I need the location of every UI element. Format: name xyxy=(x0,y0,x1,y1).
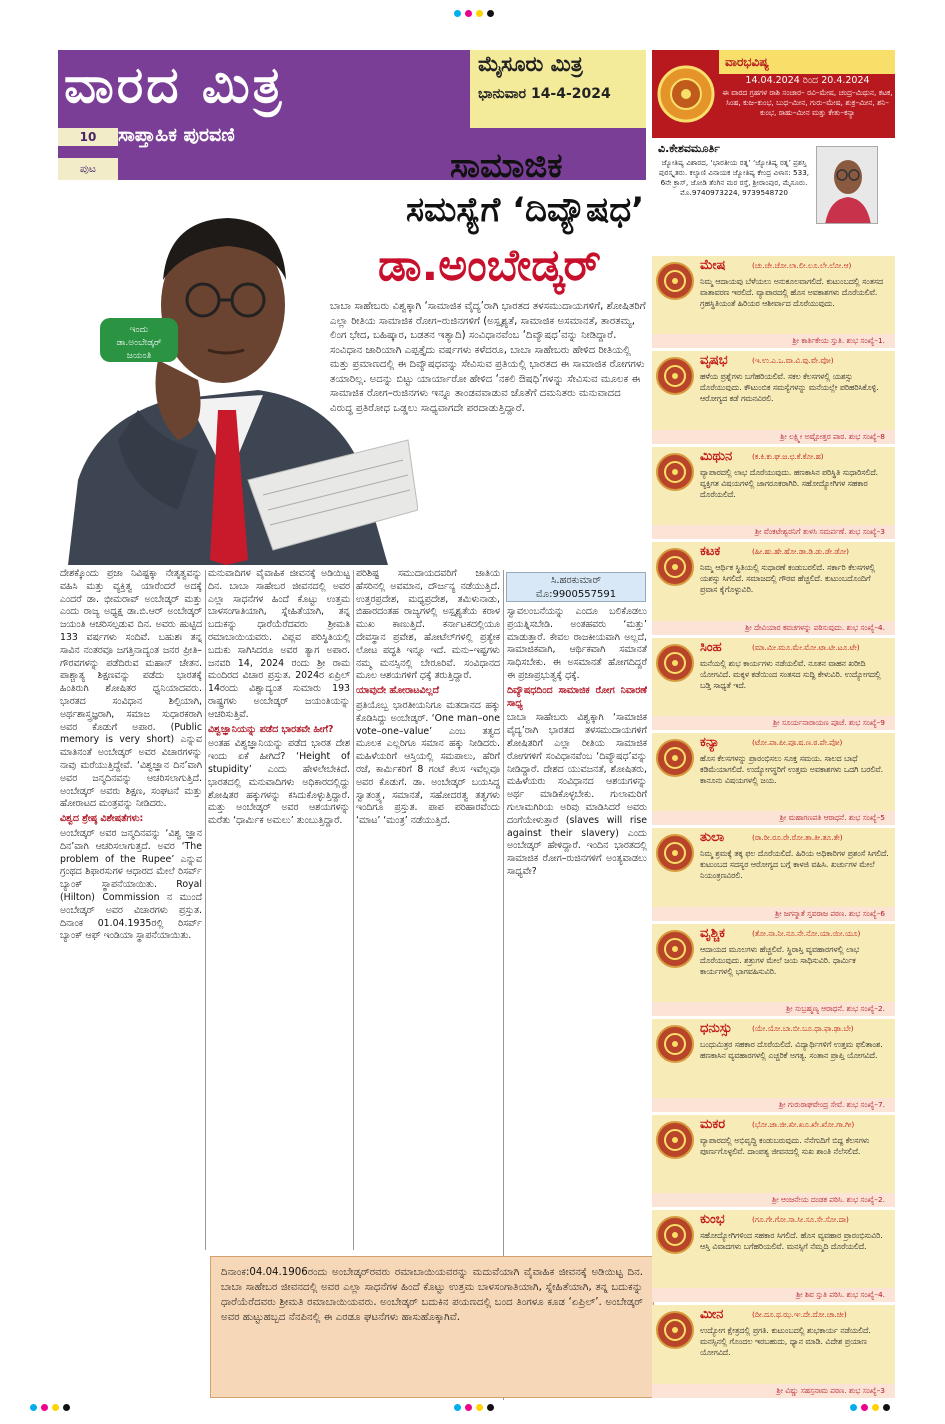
zodiac-symbol-icon xyxy=(656,1121,694,1159)
zodiac-sign-block xyxy=(652,1019,895,1111)
sign-name: ವೃಶ್ಚಿಕ xyxy=(700,925,725,941)
sign-letters: (ರಾ.ರೀ.ರೂ.ರೇ.ರೋ.ತಾ.ತೀ.ತೂ.ತೇ) xyxy=(752,833,843,843)
column-divider xyxy=(353,570,354,1250)
zodiac-sign-block xyxy=(652,828,895,920)
astrologer-photo xyxy=(816,146,878,224)
zodiac-sign-block xyxy=(652,542,895,634)
sign-prediction: ಉದ್ಯೋಗ ಕ್ಷೇತ್ರದಲ್ಲಿ ಪ್ರಗತಿ. ಕುಟುಂಬದಲ್ಲಿ ಶುಭಕಾರ್ಯ ನಡೆಯಲಿದೆ. ಮನಸ್ಸಿನಲ್ಲಿ ಗೊಂದಲ ಇರಬಹುದು, ಧ್ಯಾನ ಮಾಡಿ. ವಿದೇಶ ಪ್ರಯಾಣ ಯೋಗವಿದೆ. xyxy=(700,1326,871,1358)
sign-prediction: ನಿಮ್ಮ ಶ್ರಮಕ್ಕೆ ತಕ್ಕ ಫಲ ದೊರೆಯಲಿದೆ. ಹಿರಿಯ ಅಧಿಕಾರಿಗಳ ಪ್ರಶಂಸೆ ಸಿಗಲಿದೆ. ಕುಟುಂಬದ ಸದಸ್ಯರ ಆರೋಗ್ಯದ ಬಗ್ಗೆ ಕಾಳಜಿ ವಹಿಸಿ. ಖರ್ಚುಗಳ ಮೇಲೆ ನಿಯಂತ್ರಣವಿರಲಿ. xyxy=(700,849,889,881)
registration-dots-bottom xyxy=(454,1404,494,1411)
sign-remedy: ಶ್ರೀ ಆಂಜನೇಯ ದಂಡಕ ಪಠಿಸಿ. ಶುಭ ಸಂಖ್ಯೆ–2. xyxy=(652,1193,895,1207)
planet-transit-text: ಈ ವಾರದ ಗ್ರಹಗಳ ರಾಶಿ ಸಂಚಾರ– ರವಿ–ಮೇಷ, ಚಂದ್ರ–ಮಿಥುನ, ಕಟಕ, ಸಿಂಹ, ಕುಜ–ಕುಂಭ, ಬುಧ–ಮೀನ, ಗುರು–ಮೇಷ, ಶುಕ್ರ–ಮೀನ, ಶನಿ–ಕುಂಭ, ರಾಹು–ಮೀನ ಮತ್ತು ಕೇತು–ಕನ್ಯಾ xyxy=(722,88,893,117)
column-3-text: ಪರಿಶಿಷ್ಟ ಸಮುದಾಯದವರಿಗೆ ಜಾತಿಯ ಹೆಸರಿನಲ್ಲಿ ಅವಮಾನ, ದೌರ್ಜನ್ಯ ನಡೆಯುತ್ತಿದೆ. ಉತ್ತರಪ್ರದೇಶ, ಮಧ್ಯಪ್ರದೇಶ, ತಮಿಳುನಾಡು, ಬಿಹಾರದಂತಹ ರಾಜ್ಯಗಳಲ್ಲಿ ಅಸ್ಪೃಶ್ಯತೆಯ ಕರಾಳ ಮುಖ ಕಾಣುತ್ತಿದೆ. ಕರ್ನಾಟಕದಲ್ಲಿಯೂ ದೇವಸ್ಥಾನ ಪ್ರವೇಶ, ಹೋಟೆಲ್‌ಗಳಲ್ಲಿ ಪ್ರತ್ಯೇಕ ಲೋಟ ಪದ್ಧತಿ ಇನ್ನೂ ಇದೆ. ಮನು–ಇಷ್ಟಗಳು ನಮ್ಮ ಮನಸ್ಸಿನಲ್ಲಿ ಬೇರೂರಿವೆ. ಸಂವಿಧಾನದ ಮೂಲ ಆಶಯಗಳಿಗೆ ಧಕ್ಕೆ ತರುತ್ತಿದ್ದಾರೆ. xyxy=(356,568,500,682)
sign-remedy: ಶ್ರೀ ಲಕ್ಷ್ಮೀ ಅಷ್ಟೋತ್ತರ ಪಾಠ. ಶುಭ ಸಂಖ್ಯೆ–8 xyxy=(652,430,895,444)
paper-name: ಮೈಸೂರು ಮಿತ್ರ xyxy=(478,52,583,76)
zodiac-sign-block xyxy=(652,1305,895,1397)
masthead-title: ವಾರದ ಮಿತ್ರ xyxy=(64,56,285,114)
column-1-text: ದೇಶಕ್ಕೊಂದು ಪ್ರಜಾ ನಿವಿಷ್ಟಕ್ಕಾ ನೇತೃತ್ವವನ್ನು ವಹಿಸಿ ಮತ್ತು ವ್ಯಕ್ತಿತ್ವ ಯಾರೆಂದರೆ ಅದಕ್ಕೆ ಎಂದರೆ ಡಾ. ಭೀಮರಾವ್ ಅಂಬೇಡ್ಕರ್ ಮತ್ತು ಎಂದು ರಾಜ್ಯ ಅಧ್ಯಕ್ಷ ಡಾ.ಬಿ.ಆರ್ ಅಂಬೇಡ್ಕರ್ ಜಯಂತಿ ಆಚರಿಸಲ್ಪಡುವ ದಿನ. ಅವರು ಹುಟ್ಟಿದ 133 ವರ್ಷಗಳು ಸಂದಿವೆ. ಬಹುಶಃ ತನ್ನ ಸಾವಿನ ನಂತರವೂ ಜಗತ್ತಿನಾದ್ಯಂತ ಜನರ ಪ್ರೀತಿ–ಗೌರವಗಳನ್ನು ಪಡೆದಿರುವ ಮಹಾನ್ ಚೇತನ. ಪಾಶ್ಚಾತ್ಯ ಶಿಕ್ಷಣವನ್ನು ಪಡೆದು ಭಾರತಕ್ಕೆ ಹಿಂತಿರುಗಿ ಶೋಷಿತರ ಧ್ವನಿಯಾದವರು. ಭಾರತದ ಸಂವಿಧಾನ ಶಿಲ್ಪಿಯಾಗಿ, ಅರ್ಥಶಾಸ್ತ್ರಜ್ಞರಾಗಿ, ಸಮಾಜ ಸುಧಾರಕರಾಗಿ ಅವರ ಕೊಡುಗೆ ಅಪಾರ. (Public memory is very short) ಎನ್ನುವ ಮಾತಿನಂತೆ ಅಂಬೇಡ್ಕರ್ ಅವರ ವಿಚಾರಗಳನ್ನು ನಾವು ಮರೆಯುತ್ತಿದ್ದೇವೆ. ‘ವಿಶ್ವಜ್ಞಾನ ದಿನ’ವಾಗಿ ಅವರ ಜನ್ಮದಿನವನ್ನು ಆಚರಿಸಲಾಗುತ್ತಿದೆ. ಅಂಬೇಡ್ಕರ್ ಅವರು ಶಿಕ್ಷಣ, ಸಂಘಟನೆ ಮತ್ತು ಹೋರಾಟದ ಮಂತ್ರವನ್ನು ನೀಡಿದರು. xyxy=(60,568,202,810)
author-box xyxy=(506,572,646,602)
sign-name: ವೃಷಭ xyxy=(700,353,728,369)
sign-name: ಮೇಷ xyxy=(700,258,726,273)
column-2-text: ಮನುವಾದಿಗಳ ವೈವಾಹಿಕ ಜೀವನಕ್ಕೆ ಅಡಿಯಿಟ್ಟ ದಿನ. ಬಾಬಾ ಸಾಹೇಬರ ಜೀವನದಲ್ಲಿ ಅವರ ಎಲ್ಲಾ ಸಾಧನೆಗಳ ಹಿಂದೆ ಕೊಟ್ಟು ಉತ್ತಮ ಬಾಳಸಂಗಾತಿಯಾಗಿ, ಸ್ನೇಹಿತೆಯಾಗಿ, ತನ್ನ ಬದುಕನ್ನು ಧಾರೆಯೆರೆದವರು ಶ್ರೀಮತಿ ರಮಾಬಾಯಿಯವರು. ವಿಪ್ಲವ ಪರಿಸ್ಥಿತಿಯಲ್ಲಿ ಬದುಕು ಸಾಗಿಸಿದರೂ ಅವರ ತ್ಯಾಗ ಅಪಾರ. ಜನವರಿ 14, 2024 ರಂದು ಶ್ರೀ ರಾಮ ಮಂದಿರದ ವಿಚಾರ ಪ್ರಸ್ತುತ. 2024ರ ಏಪ್ರಿಲ್ 14ರಂದು ವಿಶ್ವಾದ್ಯಂತ ಸುಮಾರು 193 ರಾಷ್ಟ್ರಗಳು ಅಂಬೇಡ್ಕರ್ ಜಯಂತಿಯನ್ನು ಆಚರಿಸುತ್ತಿವೆ. xyxy=(208,568,350,720)
column-4-text-2: ಬಾಬಾ ಸಾಹೇಬರು ವಿಶ್ವಕ್ಕಾಗಿ ‘ಸಾಮಾಜಿಕ ವೈದ್ಯ’ರಾಗಿ ಭಾರತದ ತಳಸಮುದಾಯಗಳಿಗೆ ಶೋಷಿತರಿಗೆ ಎಲ್ಲಾ ರೀತಿಯ ಸಾಮಾಜಿಕ ರೋಗಗಳಿಗೆ ಸಂವಿಧಾನವೆಂಬ ‘ದಿವ್ಯೌಷಧ’ವನ್ನು ನೀಡಿದ್ದಾರೆ. ದೇಶದ ಯುವಜನತೆ, ಶೋಷಿತರು, ಮಹಿಳೆಯರು ಸಂವಿಧಾನದ ಆಶಯಗಳನ್ನು ಅರ್ಥ ಮಾಡಿಕೊಳ್ಳಬೇಕು. ಗುಲಾಮರಿಗೆ ಗುಲಾಮಗಿರಿಯ ಅರಿವು ಮಾಡಿಸಿದರೆ ಅವರು ದಂಗೆಯೇಳುತ್ತಾರೆ (slaves will rise against their slavery) ಎಂದು ಅಂಬೇಡ್ಕರ್ ಹೇಳಿದ್ದಾರೆ. ಇಂದಿನ ಭಾರತದಲ್ಲಿ ಸಾಮಾಜಿಕ ರೋಗ–ರುಜಿನಗಳಿಗೆ ಅಂತ್ಯವಾಡಲು ಸಾಧ್ಯವೇ? xyxy=(507,712,647,877)
sign-remedy: ಶ್ರೀ ಮಹಾಗಣಪತಿ ಆರಾಧನೆ. ಶುಭ ಸಂಖ್ಯೆ–5 xyxy=(652,811,895,825)
sign-name: ಮಿಥುನ xyxy=(700,448,733,464)
sign-name: ಮಕರ xyxy=(700,1116,726,1132)
sign-prediction: ನಿಮ್ಮ ಆದಾಯವು ಬೆಳೆಯಲು ಅನುಕೂಲವಾಗಲಿದೆ. ಕುಟುಂಬದಲ್ಲಿ ಸಂತಸದ ವಾತಾವರಣ ಇರಲಿದೆ. ವ್ಯಾಪಾರದಲ್ಲಿ ಹೊಸ ಅವಕಾಶಗಳು ದೊರೆಯಲಿವೆ. ಗ್ರಹಸ್ಥಿತಿಯಂತೆ ಹಿರಿಯರ ಆಶೀರ್ವಾದ ದೊರೆಯುವುದು. xyxy=(700,277,884,308)
sign-prediction: ನಿಮ್ಮ ಆರ್ಥಿಕ ಸ್ಥಿತಿಯಲ್ಲಿ ಸುಧಾರಣೆ ಕಂಡುಬರಲಿದೆ. ಸರ್ಕಾರಿ ಕೆಲಸಗಳಲ್ಲಿ ಯಶಸ್ಸು ಸಿಗಲಿದೆ. ಸಮಾಜದಲ್ಲಿ ಗೌರವ ಹೆಚ್ಚಲಿದೆ. ಕುಟುಂಬದೊಂದಿಗೆ ಪ್ರವಾಸ ಕೈಗೊಳ್ಳುವಿರಿ. xyxy=(700,563,876,595)
column-1-text-2: ಅಂಬೇಡ್ಕರ್ ಅವರ ಜನ್ಮದಿನವನ್ನು ‘ವಿಶ್ವ ಜ್ಞಾನ ದಿನ’ವಾಗಿ ಆಚರಿಸಲಾಗುತ್ತದೆ. ಅವರ ‘The problem of the Rupee’ ಎನ್ನುವ ಗ್ರಂಥದ ಶಿಫಾರಸುಗಳ ಆಧಾರದ ಮೇಲೆ ರಿಸರ್ವ್ ಬ್ಯಾಂಕ್ ಸ್ಥಾಪನೆಯಾಯಿತು. Royal (Hilton) Commission ನ ಮುಂದೆ ಅಂಬೇಡ್ಕರ್ ಅವರ ವಿಚಾರಗಳು ಪ್ರಸ್ತುತ. ದಿನಾಂಕ 01.04.1935ರಲ್ಲಿ ರಿಸರ್ವ್ ಬ್ಯಾಂಕ್ ಆಫ್ ಇಂಡಿಯಾ ಸ್ಥಾಪನೆಯಾಯಿತು. xyxy=(60,827,202,942)
column-2-subheading: ವಿಶ್ವಜ್ಞಾನಿಯನ್ನು ಪಡೆದ ಭಾರತವೇ ಹೀಗೆ? xyxy=(208,723,334,735)
issue-date: ಭಾನುವಾರ 14-4-2024 xyxy=(478,86,611,102)
sign-name: ಕುಂಭ xyxy=(700,1212,725,1227)
sign-letters: (ದೀ.ದೂ.ಥ.ಝ.ಞ.ದೇ.ದೋ.ಚಾ.ಚೀ) xyxy=(752,1310,847,1320)
jayanti-badge xyxy=(100,318,178,362)
zodiac-symbol-icon xyxy=(656,834,694,872)
zodiac-sign-block xyxy=(652,924,895,1016)
sign-remedy: ಶ್ರೀ ಶಿವ ಸ್ತುತಿ ಪಠಿಸಿ. ಶುಭ ಸಂಖ್ಯೆ–4. xyxy=(652,1288,895,1302)
sign-remedy: ಶ್ರೀ ಗುರುರಾಘವೇಂದ್ರ ಸೇವೆ. ಶುಭ ಸಂಖ್ಯೆ–7. xyxy=(652,1098,895,1112)
sign-remedy: ಶ್ರೀ ಕಾರ್ತಿಕೇಯ ಸ್ತುತಿ. ಶುಭ ಸಂಖ್ಯೆ–1. xyxy=(652,334,895,348)
sign-name: ತುಲಾ xyxy=(700,830,725,846)
zodiac-symbol-icon xyxy=(656,1025,694,1063)
zodiac-sign-block xyxy=(652,256,895,348)
registration-dots-right xyxy=(850,1404,890,1411)
column-2-text-2: ಅಂತಹ ವಿಶ್ವಜ್ಞಾನಿಯನ್ನು ಪಡೆದ ಭಾರತ ದೇಶ ಇಂದು ಏಕೆ ಹೀಗಿದೆ? ‘Height of stupidity’ ಎಂದು ಹೇಳಲೇಬೇಕಿದೆ. ಭಾರತದಲ್ಲಿ ಮನುವಾದಿಗಳು ಅಧಿಕಾರದಲ್ಲಿದ್ದು ಶೋಷಿತರ ಹಕ್ಕುಗಳನ್ನು ಕಸಿದುಕೊಳ್ಳುತ್ತಿದ್ದಾರೆ. ಮತ್ತು ಅಂಬೇಡ್ಕರ್ ಅವರ ಆಶಯಗಳನ್ನು ಮರೆತು ‘ಧಾರ್ಮಿಕ ಅಮಲು’ ತುಂಬುತ್ತಿದ್ದಾರೆ. xyxy=(208,738,350,827)
sign-remedy: ಶ್ರೀ ವಿಷ್ಣು ಸಹಸ್ರನಾಮ ಪಠಣ. ಶುಭ ಸಂಖ್ಯೆ–3 xyxy=(652,1384,895,1398)
zodiac-wheel-icon xyxy=(656,54,716,134)
sign-name: ಮೀನ xyxy=(700,1307,724,1323)
horoscope-dates: 14.04.2024 ರಿಂದ 20.4.2024 xyxy=(745,75,870,86)
sign-prediction: ಬಂಧುಮಿತ್ರರ ಸಹಕಾರ ದೊರೆಯಲಿದೆ. ವಿದ್ಯಾರ್ಥಿಗಳಿಗೆ ಉತ್ತಮ ಫಲಿತಾಂಶ. ಹಣಕಾಸಿನ ವ್ಯವಹಾರಗಳಲ್ಲಿ ಎಚ್ಚರಿಕೆ ಅಗತ್ಯ. ಸಂತಾನ ಪ್ರಾಪ್ತಿ ಯೋಗವಿದೆ. xyxy=(700,1040,883,1061)
horoscope-label: ವಾರಭವಿಷ್ಯ xyxy=(719,50,895,74)
astrologer-info: ಜ್ಯೋತಿಷ್ಯ ವಿಶಾರದ, ‘ಭಾರತೀಯ ರತ್ನ’ ‘ಜ್ಯೋತಿಷ್ಯ ರತ್ನ’ ಪ್ರಶಸ್ತಿ ಪುರಸ್ಕೃತರು. ಕಲ್ಯಾಣಿ ವಿನಾಯಕ ಜ್ಯೋತಿಷ್ಯ ಕೇಂದ್ರ ವಿಳಾಸ: 533, 6ನೇ ಕ್ರಾಸ್, ಜೋಡಿ ತೆಂಗಿನ ಮರ ರಸ್ತೆ, ಶ್ರೀರಾಂಪುರ, ಮೈಸೂರು. ಮೊ.9740973224, 9739548720 xyxy=(658,158,810,197)
zodiac-sign-block xyxy=(652,1115,895,1207)
horoscope-header xyxy=(652,50,895,138)
zodiac-sign-block xyxy=(652,638,895,730)
zodiac-symbol-icon xyxy=(656,262,694,300)
zodiac-symbol-icon xyxy=(656,453,694,491)
sign-prediction: ವ್ಯಾಪಾರದಲ್ಲಿ ಲಾಭ ದೊರೆಯುವುದು. ಹಣಕಾಸಿನ ಪರಿಸ್ಥಿತಿ ಸುಧಾರಿಸಲಿದೆ. ವ್ಯಕ್ತಿಗತ ವಿಷಯಗಳಲ್ಲಿ ಜಾಗರೂಕರಾಗಿರಿ. ಸಹೋದ್ಯೋಗಿಗಳ ಸಹಕಾರ ದೊರೆಯಲಿದೆ. xyxy=(700,467,879,499)
astrologer-name: ವಿ.ಕೇಶವಮೂರ್ತಿ xyxy=(658,142,720,155)
column-1-subheading: ವಿಶ್ವದ ಶ್ರೇಷ್ಠ ವಿಶೇಷತೆಗಳು: xyxy=(60,813,144,825)
sign-name: ಧನುಸ್ಸು xyxy=(700,1021,733,1037)
registration-dots-left xyxy=(30,1404,70,1411)
sign-prediction: ಹಳೆಯ ಪ್ರಶ್ನೆಗಳು ಬಗೆಹರಿಯಲಿವೆ. ಸಕಲ ಕೆಲಸಗಳಲ್ಲಿ ಯಶಸ್ಸು ದೊರೆಯುವುದು. ಕೌಟುಂಬಿಕ ಸಮಸ್ಯೆಗಳನ್ನು ಮನೆಯಲ್ಲೇ ಪರಿಹರಿಸಿಕೊಳ್ಳಿ. ಆರೋಗ್ಯದ ಕಡೆ ಗಮನವಿರಲಿ. xyxy=(700,372,879,404)
article-column-1 xyxy=(60,568,202,1258)
highlight-box: ದಿನಾಂಕ:04.04.1906ರಂದು ಅಂಬೇಡ್ಕರ್‌ರವರು ರಮಾಬಾಯಿಯವರನ್ನು ಮದುವೆಯಾಗಿ ವೈವಾಹಿಕ ಜೀವನಕ್ಕೆ ಅಡಿಯಿಟ್ಟ ದಿನ. ಬಾಬಾ ಸಾಹೇಬರ ಜೀವನದಲ್ಲಿ ಅವರ ಎಲ್ಲಾ ಸಾಧನೆಗಳ ಹಿಂದೆ ಕೊಟ್ಟು ಉತ್ತಮ ಬಾಳಸಂಗಾತಿಯಾಗಿ, ಸ್ನೇಹಿತೆಯಾಗಿ, ತನ್ನ ಬದುಕನ್ನು ಧಾರೆಯೆರೆದವರು ಶ್ರೀಮತಿ ರಮಾಬಾಯಿಯವರು. ಅಂಬೇಡ್ಕರ್ ಬದುಕಿನ ಪಯಣದಲ್ಲಿ ಬಂದ ತಿಂಗಳೂ ಕೂಡ ‘ಏಪ್ರಿಲ್’. ಅಂಬೇಡ್ಕರ್ ಅವರ ಹುಟ್ಟುಹಬ್ಬದ ನೆನಪಿನಲ್ಲಿ ಈ ಎರಡೂ ಘಟನೆಗಳು ಹಾಸುಹೊಕ್ಕಾಗಿವೆ. xyxy=(210,1256,654,1398)
sign-letters: (ಹೀ.ಹು.ಹೇ.ಹೋ.ಡಾ.ಡಿ.ಡು.ಡೇ.ಡೋ) xyxy=(752,547,850,557)
article-column-2 xyxy=(208,568,350,1248)
zodiac-symbol-icon xyxy=(656,930,694,968)
sign-prediction: ಸಹೋದ್ಯೋಗಿಗಳಿಂದ ಸಹಕಾರ ಸಿಗಲಿದೆ. ಹೊಸ ವ್ಯವಹಾರ ಪ್ರಾರಂಭಿಸುವಿರಿ. ಆಸ್ತಿ ವಿವಾದಗಳು ಬಗೆಹರಿಯಲಿವೆ. ಮನಸ್ಸಿಗೆ ನೆಮ್ಮದಿ ದೊರೆಯಲಿದೆ. xyxy=(700,1231,883,1251)
zodiac-symbol-icon xyxy=(656,1311,694,1349)
zodiac-symbol-icon xyxy=(656,548,694,586)
sign-name: ಕಟಕ xyxy=(700,544,721,560)
column-4-subheading: ದಿವ್ಯೌಷಧದಿಂದ ಸಾಮಾಜಿಕ ರೋಗ ನಿವಾರಣೆ ಸಾಧ್ಯ xyxy=(507,684,647,709)
sign-name: ಸಿಂಹ xyxy=(700,639,722,655)
horoscope-panel xyxy=(652,50,895,1400)
zodiac-sign-block xyxy=(652,1210,895,1302)
sign-letters: (ಮಾ.ಮೀ.ಮೂ.ಮೇ.ಮೋ.ಟಾ.ಟೀ.ಟೂ.ಟೇ) xyxy=(752,642,860,652)
headline-line-1: ಸಾಮಾಜಿಕ xyxy=(450,146,563,186)
sign-prediction: ಆದಾಯದ ಮೂಲಗಳು ಹೆಚ್ಚಲಿವೆ. ಸ್ಥಿರಾಸ್ತಿ ವ್ಯವಹಾರಗಳಲ್ಲಿ ಲಾಭ ದೊರೆಯುವುದು. ಶತ್ರುಗಳ ಮೇಲೆ ಜಯ ಸಾಧಿಸುವಿರಿ. ಧಾರ್ಮಿಕ ಕಾರ್ಯಗಳಲ್ಲಿ ಭಾಗವಹಿಸುವಿರಿ. xyxy=(700,944,860,976)
registration-dots-top xyxy=(454,10,494,17)
sign-letters: (ಗೂ.ಗೇ.ಗೋ.ಸಾ.ಸೀ.ಸೂ.ಸೇ.ಸೋ.ದಾ) xyxy=(752,1215,849,1224)
headline-line-3: ಡಾ.ಅಂಬೇಡ್ಕರ್ xyxy=(378,240,601,291)
sign-letters: (ಇ.ಉ.ಎ.ಒ.ವಾ.ವಿ.ವು.ವೇ.ವೋ) xyxy=(752,356,834,366)
sign-letters: (ಯೇ.ಯೋ.ಬಾ.ಬೀ.ಬೂ.ಧಾ.ಫಾ.ಢಾ.ಬೇ) xyxy=(752,1024,854,1034)
sign-letters: (ಟೋ.ಪಾ.ಪೀ.ಪೂ.ಷ.ಣ.ಠ.ಪೇ.ಪೋ) xyxy=(752,738,843,747)
author-phone: ಮೊ:9900557591 xyxy=(535,589,617,600)
column-4-text: ಸ್ವಾವಲಂಬನೆಯನ್ನು ಎಂದೂ ಬಲಿಕೊಡಲು ಪ್ರಯತ್ನಿಸಬೇಡಿ. ಅಂತಹವರು ‘ಮತ್ತು’ ಮಾಡುತ್ತಾರೆ. ಕೇವಲ ರಾಜಕೀಯವಾಗಿ ಅಲ್ಲದೆ, ಸಾಮಾಜಿಕವಾಗಿ, ಆರ್ಥಿಕವಾಗಿ ಸಮಾನತೆ ಸಾಧಿಸಬೇಕು. ಈ ಅಸಮಾನತೆ ಹೋಗದಿದ್ದರೆ ಈ ಪ್ರಜಾಪ್ರಭುತ್ವಕ್ಕೆ ಧಕ್ಕೆ. xyxy=(507,606,647,681)
sign-letters: (ತೋ.ನಾ.ನೀ.ನೂ.ನೇ.ನೋ.ಯಾ.ಯೀ.ಯೂ) xyxy=(752,928,861,938)
sign-letters: (ಭೋ.ಜಾ.ಜೀ.ಖೀ.ಖೂ.ಖೇ.ಖೋ.ಗಾ.ಗೀ) xyxy=(752,1119,855,1129)
astrologer-box xyxy=(652,140,895,252)
zodiac-symbol-icon xyxy=(656,644,694,682)
author-name: ಸಿ.ಹರಕುಮಾರ್ xyxy=(551,575,601,586)
badge-line-3: ಜಯಂತಿ xyxy=(126,351,152,361)
sign-prediction: ಮನೆಯಲ್ಲಿ ಶುಭ ಕಾರ್ಯಗಳು ನಡೆಯಲಿವೆ. ನೂತನ ವಾಹನ ಖರೀದಿ ಯೋಗವಿದೆ. ಮಕ್ಕಳ ಕಡೆಯಿಂದ ಸಂತಸದ ಸುದ್ದಿ ಕೇಳುವಿರಿ. ಉದ್ಯೋಗದಲ್ಲಿ ಬಡ್ತಿ ಸಾಧ್ಯತೆ ಇದೆ. xyxy=(700,658,881,690)
column-3-text-2: ಪ್ರತಿಯೊಬ್ಬ ಭಾರತೀಯನಿಗೂ ಮತದಾನದ ಹಕ್ಕು ಕೊಡಿಸಿದ್ದು ಅಂಬೇಡ್ಕರ್. ‘One man–one vote–one–value’ ಎಂಬ ತತ್ವದ ಮೂಲಕ ಎಲ್ಲರಿಗೂ ಸಮಾನ ಹಕ್ಕು ನೀಡಿದರು. ಮಹಿಳೆಯರಿಗೆ ಆಸ್ತಿಯಲ್ಲಿ ಸಮಪಾಲು, ಹೆರಿಗೆ ರಜೆ, ಕಾರ್ಮಿಕರಿಗೆ 8 ಗಂಟೆ ಕೆಲಸ ಇವೆಲ್ಲವೂ ಅವರ ಕೊಡುಗೆ. ಡಾ. ಅಂಬೇಡ್ಕರ್ ಬಯಸಿದ್ದ ಸ್ವಾತಂತ್ರ್ಯ, ಸಮಾನತೆ, ಸಹೋದರತ್ವ ತತ್ವಗಳು ಇಂದಿಗೂ ಪ್ರಸ್ತುತ. ಪಾಪ ಪರಿಹಾರವೆಂದು ‘ಮಾಟ’ ‘ಮಂತ್ರ’ ನಡೆಯುತ್ತಿದೆ. xyxy=(356,699,500,827)
badge-line-2: ಡಾ.ಅಂಬೇಡ್ಕರ್ xyxy=(116,338,162,348)
zodiac-sign-block xyxy=(652,351,895,443)
zodiac-symbol-icon xyxy=(656,1216,694,1254)
zodiac-symbol-icon xyxy=(656,739,694,777)
page-number: 10 xyxy=(58,128,118,146)
zodiac-sign-block xyxy=(652,733,895,825)
zodiac-symbol-icon xyxy=(656,357,694,395)
page-label: ಪುಟ xyxy=(58,158,118,180)
column-divider xyxy=(205,570,206,1250)
headline-line-2: ಸಮಸ್ಯೆಗೆ ‘ದಿವ್ಯೌಷಧ’ xyxy=(406,190,645,230)
sign-remedy: ಶ್ರೀ ವೆಂಕಟೇಶ್ವರನಿಗೆ ತುಳಸಿ ಸಮರ್ಪಣೆ. ಶುಭ ಸಂಖ್ಯೆ–3 xyxy=(652,525,895,539)
article-column-3 xyxy=(356,568,500,1248)
intro-paragraph: ಬಾಬಾ ಸಾಹೇಬರು ವಿಶ್ವಕ್ಕಾಗಿ ‘ಸಾಮಾಜಿಕ ವೈದ್ಯ’ರಾಗಿ ಭಾರತದ ತಳಸಮುದಾಯಗಳಿಗೆ, ಶೋಷಿತರಿಗೆ ಎಲ್ಲಾ ರೀತಿಯ ಸಾಮಾಜಿಕ ರೋಗ–ರುಜಿನಗಳಿಗೆ (ಅಸ್ಪೃಶ್ಯತೆ, ಸಾಮಾಜಿಕ ಅಸಮಾನತೆ, ತಾರತಮ್ಯ, ಲಿಂಗ ಭೇದ, ಬಹಿಷ್ಕಾರ, ಬಡತನ ಇತ್ಯಾದಿ) ಸಂವಿಧಾನವೆಂಬ ‘ದಿವ್ಯೌಷಧ’ವನ್ನು ನೀಡಿದ್ದಾರೆ. ಸಂವಿಧಾನ ಜಾರಿಯಾಗಿ ಎಪ್ಪತ್ತೈದು ವರ್ಷಗಳು ಕಳೆದರೂ, ಬಾಬಾ ಸಾಹೇಬರು ಹೇಳಿದ ರೀತಿಯಲ್ಲಿ ಮತ್ತು ಪ್ರಮಾಣದಲ್ಲಿ ಈ ದಿವ್ಯೌಷಧವನ್ನು ಸೇವಿಸುವ ಪ್ರತಿಯಲ್ಲಿ ಭಾರತದ ಈ ಸಾಮಾಜಿಕ ರೋಗಗಳು ತಯಾರಿಲ್ಲ. ಅದನ್ನು ಬಿಟ್ಟು ಯಾರ್ಯಾರೋ ಹೇಳಿದ ‘ನಕಲಿ ಔಷಧಿ’ಗಳನ್ನು ಸೇವಿಸುವ ಮೂಲಕ ಈ ಸಾಮಾಜಿಕ ರೋಗ–ರುಜಿನಗಳು ಇನ್ನೂ ತಾಂಡವವಾಡುವ ಜೊತೆಗೆ ದಮನಿತರು ಮನುವಾದದ ವಿರುದ್ಧ ಪ್ರತಿರೋಧ ಒಡ್ಡಲು ಸಾಧ್ಯವಾಗದೇ ಪರದಾಡುತ್ತಿದ್ದಾರೆ. xyxy=(330,301,646,414)
sign-name: ಕನ್ಯಾ xyxy=(700,735,720,750)
sign-letters: (ಕ.ಕಿ.ಕು.ಘ.ಙ.ಛ.ಕೆ.ಕೋ.ಹ) xyxy=(752,451,824,461)
masthead-subtitle: ಸಾಪ್ತಾಹಿಕ ಪುರವಣಿ xyxy=(118,124,235,146)
sign-remedy: ಶ್ರೀ ಸುಬ್ರಹ್ಮಣ್ಯ ಆರಾಧನೆ. ಶುಭ ಸಂಖ್ಯೆ–2. xyxy=(652,1002,895,1016)
sign-remedy: ಶ್ರೀ ಸೂರ್ಯನಾರಾಯಣ ಪೂಜೆ. ಶುಭ ಸಂಖ್ಯೆ–9 xyxy=(652,716,895,730)
sign-letters: (ಚು.ಚೇ.ಚೋ.ಲಾ.ಲೀ.ಲೂ.ಲೇ.ಲೋ.ಆ) xyxy=(752,261,852,270)
sign-remedy: ಶ್ರೀ ಜಗನ್ಮಾತೆ ಸ್ತವರಾಜ ಪಠಣ. ಶುಭ ಸಂಖ್ಯೆ–6 xyxy=(652,907,895,921)
column-3-subheading: ಯಾವುದೇ ಹೋರಾಟವಿಲ್ಲದೆ xyxy=(356,685,439,697)
sign-remedy: ಶ್ರೀ ದೇವಿಯಾರ ಕವಚಗಳನ್ನು ಪಠಿಸುವುದು. ಶುಭ ಸಂಖ್ಯೆ–4. xyxy=(652,621,895,635)
zodiac-sign-block xyxy=(652,447,895,539)
sign-prediction: ಹೊಸ ಕೆಲಸಗಳನ್ನು ಪ್ರಾರಂಭಿಸಲು ಸೂಕ್ತ ಸಮಯ. ಸಾಲದ ಬಾಧೆ ಕಡಿಮೆಯಾಗಲಿದೆ. ಉದ್ಯೋಗಸ್ಥರಿಗೆ ಉತ್ತಮ ಅವಕಾಶಗಳು ಒದಗಿ ಬರಲಿವೆ. ಕಾನೂನು ವಿಷಯಗಳಲ್ಲಿ ಜಯ. xyxy=(700,754,884,785)
badge-line-1: ಇಂದು xyxy=(129,325,149,335)
sign-prediction: ವ್ಯಾಪಾರದಲ್ಲಿ ಅಭಿವೃದ್ಧಿ ಕಂಡುಬರುವುದು. ನೆನೆಗುದಿಗೆ ಬಿದ್ದ ಕೆಲಸಗಳು ಪೂರ್ಣಗೊಳ್ಳಲಿವೆ. ದಾಂಪತ್ಯ ಜೀವನದಲ್ಲಿ ಸುಖ ಶಾಂತಿ ನೆಲೆಸಲಿದೆ. xyxy=(700,1135,870,1156)
